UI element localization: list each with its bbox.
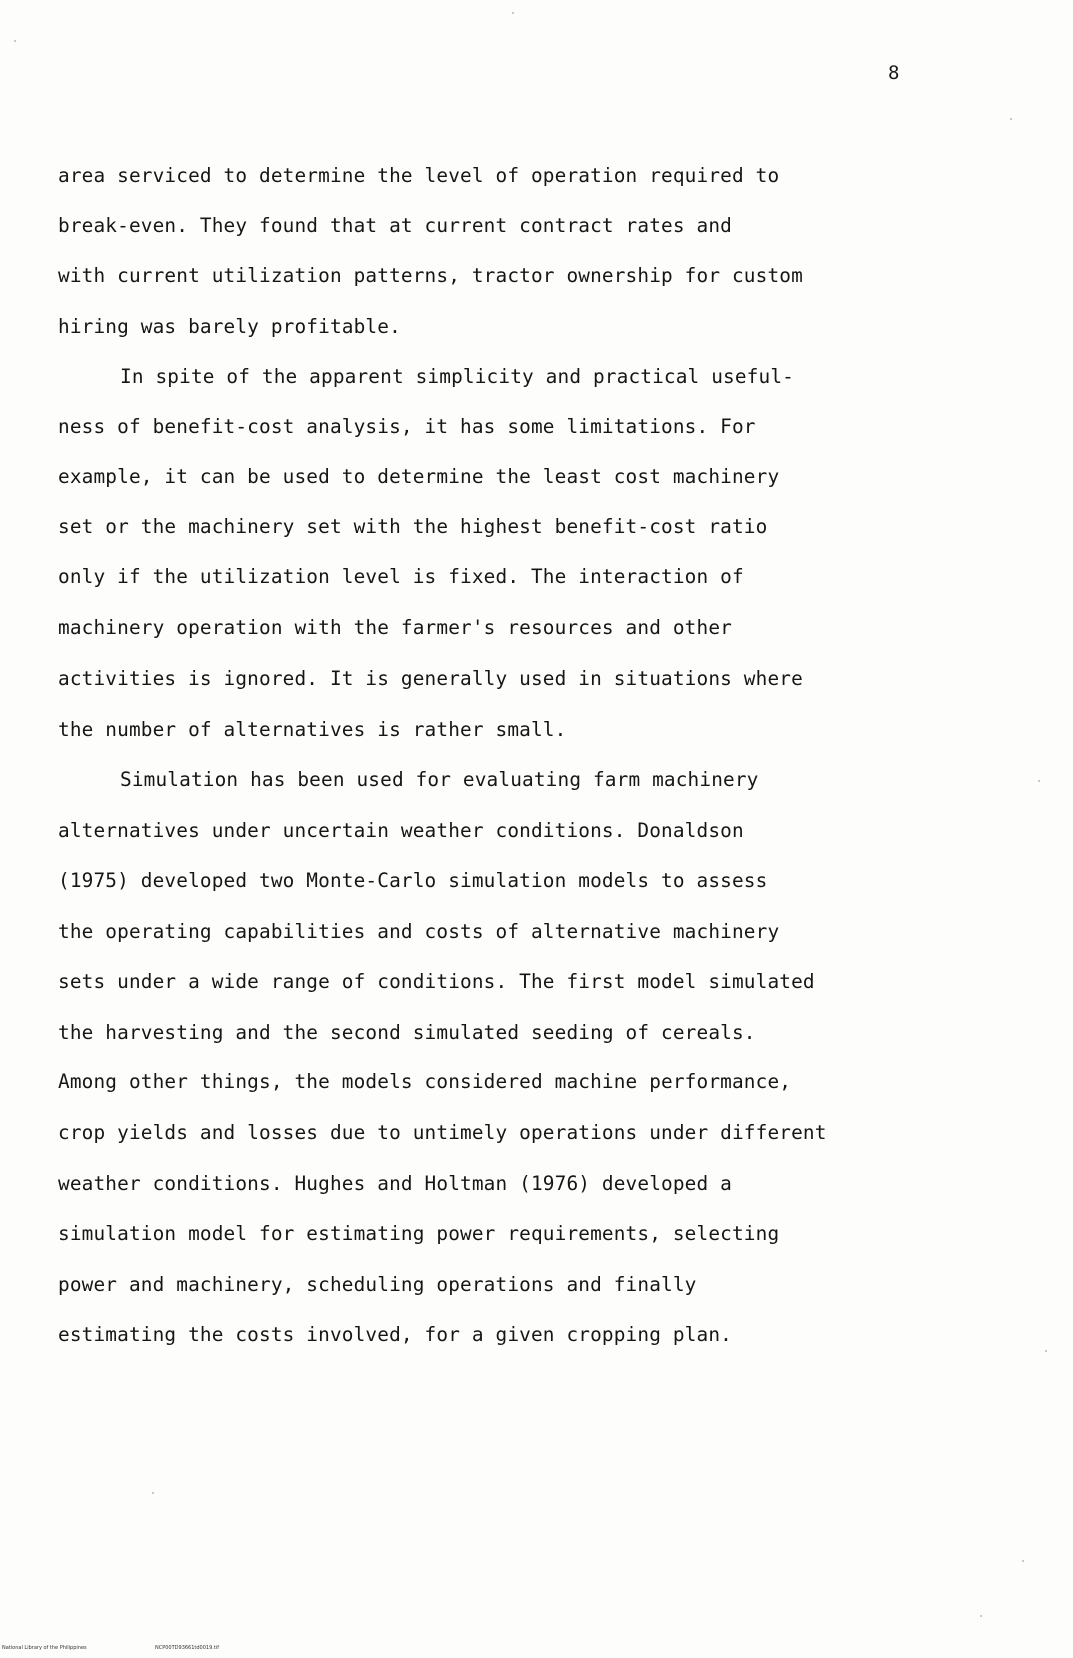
- body-line: alternatives under uncertain weather conditions. Donaldson: [58, 819, 744, 842]
- body-line: set or the machinery set with the highest benefit-cost ratio: [58, 515, 768, 538]
- body-line: In spite of the apparent simplicity and practical useful-: [120, 365, 794, 388]
- body-line: Among other things, the models considered machine performance,: [58, 1070, 792, 1093]
- body-line: hiring was barely profitable.: [58, 315, 401, 338]
- scan-speck: [152, 1492, 154, 1494]
- body-line: crop yields and losses due to untimely operations under different: [58, 1121, 827, 1144]
- body-line: the number of alternatives is rather small.: [58, 718, 567, 741]
- body-line: the harvesting and the second simulated seeding of cereals.: [58, 1021, 756, 1044]
- body-line: only if the utilization level is fixed. The interaction of: [58, 565, 744, 588]
- scan-speck: [1022, 1560, 1024, 1562]
- scan-speck: [1038, 780, 1040, 782]
- body-line: simulation model for estimating power requirements, selecting: [58, 1222, 780, 1245]
- body-line: area serviced to determine the level of operation required to: [58, 164, 780, 187]
- body-line: weather conditions. Hughes and Holtman (1976) developed a: [58, 1172, 732, 1195]
- footer-filename: NCP00TD93661td0019.tif: [155, 1645, 219, 1651]
- body-line: example, it can be used to determine the least cost machinery: [58, 465, 780, 488]
- body-line: with current utilization patterns, tractor ownership for custom: [58, 264, 803, 287]
- scan-speck: [14, 40, 16, 42]
- footer-library: National Library of the Philippines: [2, 1645, 87, 1651]
- scan-speck: [1045, 1350, 1047, 1352]
- body-line: the operating capabilities and costs of alternative machinery: [58, 920, 780, 943]
- scan-speck: [1010, 118, 1012, 120]
- scan-speck: [980, 1615, 982, 1617]
- body-line: activities is ignored. It is generally used in situations where: [58, 667, 803, 690]
- body-line: ness of benefit-cost analysis, it has some limitations. For: [58, 415, 756, 438]
- body-line: break-even. They found that at current contract rates and: [58, 214, 732, 237]
- body-line: machinery operation with the farmer's resources and other: [58, 616, 732, 639]
- page-number: 8: [888, 62, 900, 84]
- body-line: power and machinery, scheduling operations and finally: [58, 1273, 697, 1296]
- body-line: estimating the costs involved, for a given cropping plan.: [58, 1323, 732, 1346]
- scan-speck: [512, 12, 514, 14]
- body-line: (1975) developed two Monte-Carlo simulation models to assess: [58, 869, 768, 892]
- body-line: sets under a wide range of conditions. The first model simulated: [58, 970, 815, 993]
- body-line: Simulation has been used for evaluating farm machinery: [120, 768, 759, 791]
